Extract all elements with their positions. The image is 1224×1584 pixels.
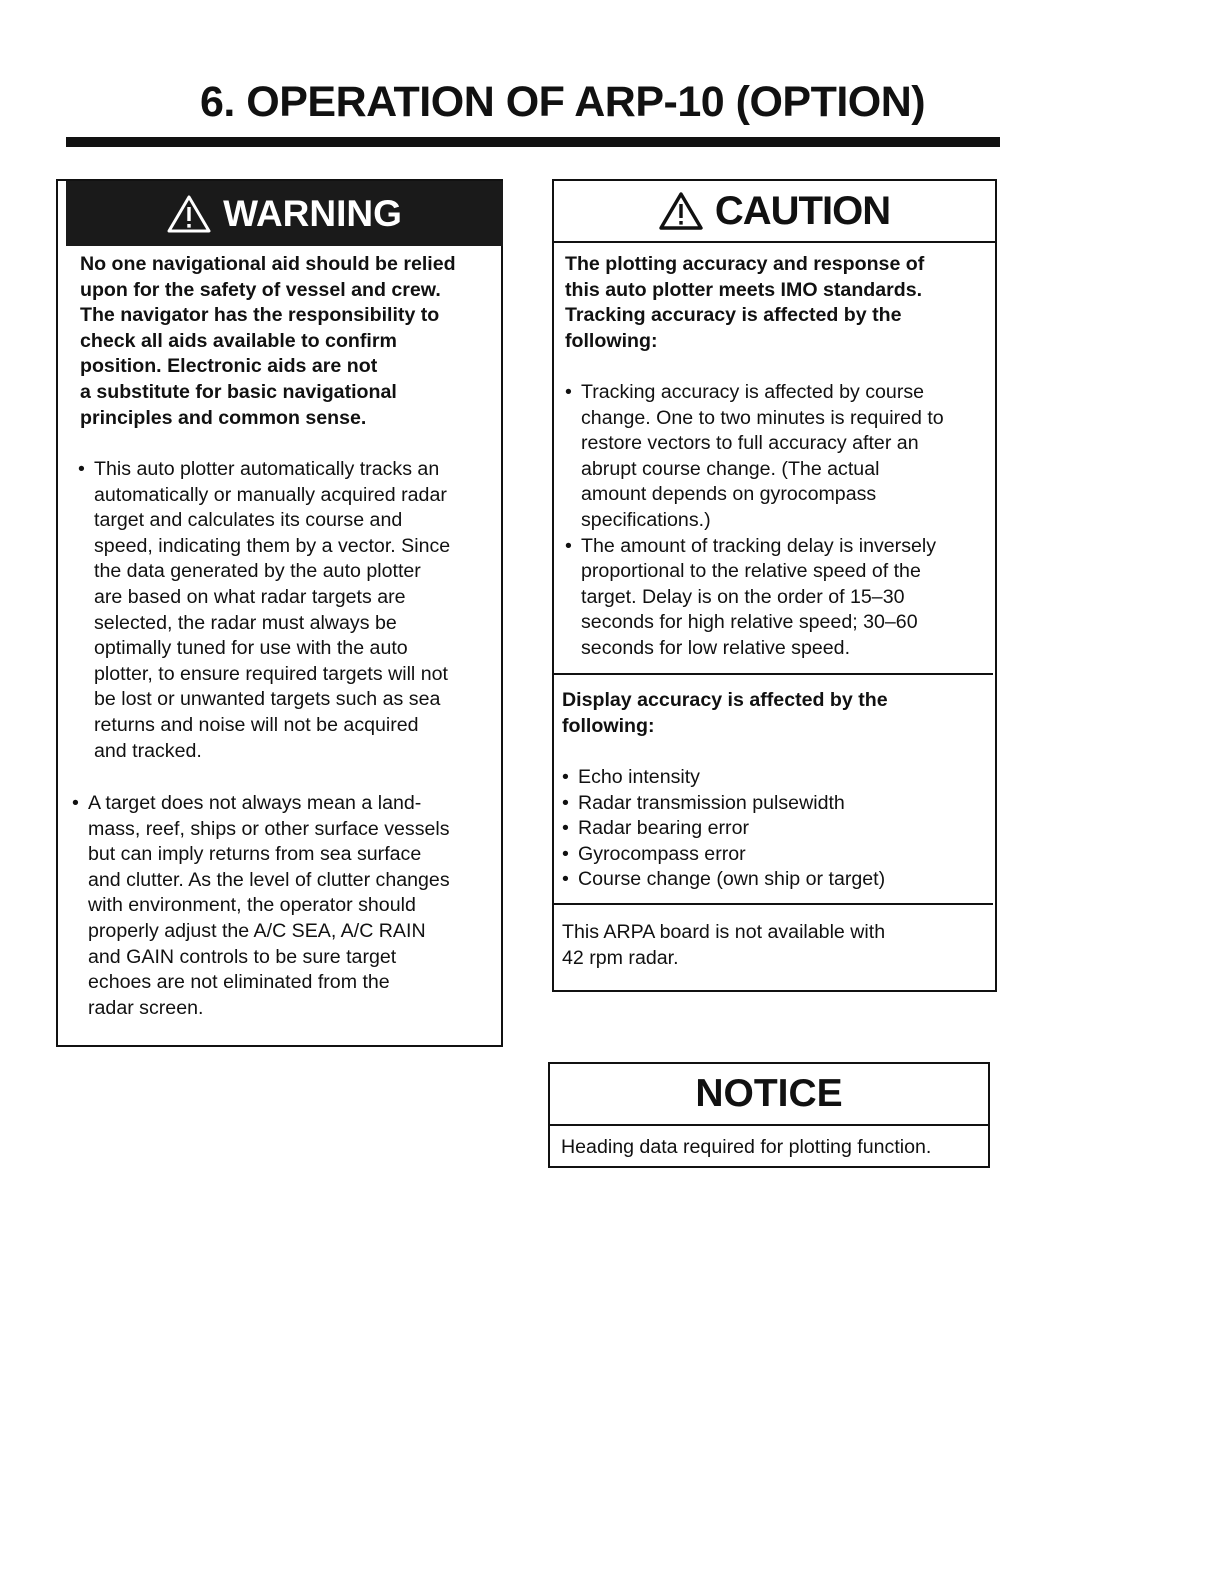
caution-intro-line: Tracking accuracy is affected by the: [565, 304, 902, 327]
warning-bullet-1-line: the data generated by the auto plotter: [94, 560, 421, 583]
warning-bullet-2-line: properly adjust the A/C SEA, A/C RAIN: [88, 919, 426, 942]
title-rule: [66, 137, 1000, 147]
caution-triangle-icon: [659, 191, 703, 231]
caution-bullet-2-line: target. Delay is on the order of 15–30: [581, 585, 905, 608]
warning-triangle-icon: [167, 194, 211, 234]
caution-intro-line: following:: [565, 329, 658, 352]
warning-intro-line: upon for the safety of vessel and crew.: [80, 278, 441, 301]
caution-bullet-1-line: change. One to two minutes is required to: [581, 406, 944, 429]
caution-divider: [552, 673, 993, 675]
warning-bullet-2-line: echoes are not eliminated from the: [88, 971, 390, 994]
list-item: • Radar bearing error: [562, 816, 885, 842]
caution-bullet-2-line: • The amount of tracking delay is inversely: [565, 534, 944, 560]
list-item: • Radar transmission pulsewidth: [562, 791, 885, 817]
warning-heading: WARNING: [223, 192, 402, 234]
notice-text: Heading data required for plotting function.: [561, 1136, 932, 1158]
display-accuracy-intro-line: following:: [562, 714, 655, 737]
warning-bullet-2-line: but can imply returns from sea surface: [88, 843, 422, 866]
list-item: • Course change (own ship or target): [562, 867, 885, 893]
warning-intro-line: position. Electronic aids are not: [80, 355, 378, 378]
display-accuracy-intro: [562, 688, 888, 739]
display-accuracy-intro-line: Display accuracy is affected by the: [562, 689, 888, 711]
warning-intro-line: The navigator has the responsibility to: [80, 304, 440, 327]
caution-bullet-2-line: seconds for low relative speed.: [581, 636, 851, 659]
notice-heading: NOTICE: [550, 1064, 988, 1126]
warning-intro-line: principles and common sense.: [80, 406, 367, 429]
display-accuracy-list: [562, 765, 885, 893]
warning-bullet-2-line: radar screen.: [88, 996, 204, 1019]
warning-intro-line: check all aids available to confirm: [80, 329, 397, 352]
caution-bullet-1-line: specifications.): [581, 508, 711, 531]
caution-bullet-1-line: amount depends on gyrocompass: [581, 483, 877, 506]
warning-bullet-2-line: mass, reef, ships or other surface vessels: [88, 817, 450, 840]
warning-bullet-1: [78, 457, 450, 764]
caution-bullet-2-line: proportional to the relative speed of the: [581, 560, 921, 583]
warning-bullet-2-line: and GAIN controls to be sure target: [88, 945, 397, 968]
caution-header: [554, 181, 995, 243]
warning-box: [56, 179, 503, 1047]
list-item: • Gyrocompass error: [562, 842, 885, 868]
caution-intro: [565, 252, 924, 354]
warning-bullet-1-line: target and calculates its course and: [94, 509, 403, 532]
page-title: 6. OPERATION OF ARP-10 (OPTION): [200, 78, 926, 126]
list-item: • Echo intensity: [562, 765, 885, 791]
notice-box: [548, 1062, 990, 1168]
warning-bullet-1-line: speed, indicating them by a vector. Since: [94, 534, 451, 557]
warning-bullet-1-line: are based on what radar targets are: [94, 585, 406, 608]
caution-bullet-1-line: restore vectors to full accuracy after an: [581, 432, 919, 455]
arpa-board-note: [562, 920, 885, 971]
caution-intro-line: The plotting accuracy and response of: [565, 253, 925, 275]
warning-bullet-2-line: • A target does not always mean a land-: [72, 791, 450, 817]
caution-bullet-1-line: • Tracking accuracy is affected by course: [565, 380, 944, 406]
warning-bullet-1-line: and tracked.: [94, 739, 202, 762]
caution-bullets: [565, 380, 944, 662]
caution-divider: [552, 903, 993, 905]
warning-bullet-1-line: optimally tuned for use with the auto: [94, 637, 408, 660]
caution-intro-line: this auto plotter meets IMO standards.: [565, 278, 923, 301]
warning-header: [66, 181, 503, 246]
warning-intro-line: a substitute for basic navigational: [80, 380, 397, 403]
caution-bullet-2-line: seconds for high relative speed; 30–60: [581, 611, 918, 634]
warning-bullet-1-line: • This auto plotter automatically tracks an: [78, 457, 450, 483]
caution-box: [552, 179, 997, 992]
warning-intro-line: No one navigational aid should be relied: [80, 253, 456, 275]
warning-bullet-1-line: plotter, to ensure required targets will not: [94, 662, 448, 685]
warning-intro: [80, 252, 456, 431]
caution-bullet-1-line: abrupt course change. (The actual: [581, 457, 880, 480]
caution-heading: CAUTION: [714, 188, 891, 233]
warning-bullet-2: [72, 791, 450, 1021]
warning-bullet-1-line: returns and noise will not be acquired: [94, 713, 419, 736]
arpa-board-note-line: This ARPA board is not available with: [562, 921, 886, 943]
warning-bullet-2-line: with environment, the operator should: [88, 894, 416, 917]
arpa-board-note-line: 42 rpm radar.: [562, 946, 679, 969]
warning-bullet-1-line: automatically or manually acquired radar: [94, 483, 447, 506]
warning-bullet-1-line: be lost or unwanted targets such as sea: [94, 688, 441, 711]
warning-bullet-1-line: selected, the radar must always be: [94, 611, 397, 634]
warning-bullet-2-line: and clutter. As the level of clutter changes: [88, 868, 450, 891]
